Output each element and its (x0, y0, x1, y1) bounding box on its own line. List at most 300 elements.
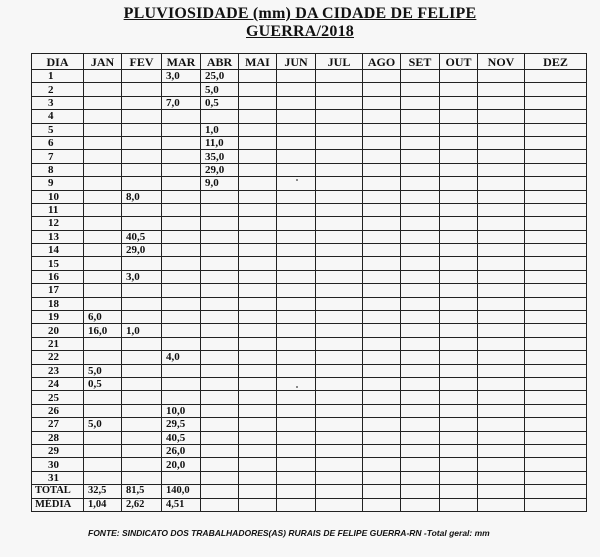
value-cell (440, 70, 478, 83)
value-cell (84, 444, 122, 457)
value-cell (122, 364, 162, 377)
table-row (32, 203, 587, 216)
value-cell (478, 150, 525, 163)
value-cell (525, 297, 587, 310)
table-row (32, 177, 587, 190)
value-cell: 8,0 (122, 190, 162, 203)
value-cell (277, 150, 316, 163)
value-cell (84, 391, 122, 404)
row-label-cell: 18 (32, 297, 84, 310)
value-cell (440, 136, 478, 149)
value-cell (525, 110, 587, 123)
value-cell (525, 444, 587, 457)
value-cell: 35,0 (201, 150, 239, 163)
value-cell (401, 217, 440, 230)
value-cell (401, 377, 440, 390)
value-cell (277, 203, 316, 216)
value-cell (316, 70, 363, 83)
value-cell (84, 244, 122, 257)
value-cell (84, 110, 122, 123)
value-cell (277, 217, 316, 230)
value-cell (478, 217, 525, 230)
value-cell (401, 244, 440, 257)
value-cell (401, 190, 440, 203)
value-cell (316, 471, 363, 484)
value-cell (440, 230, 478, 243)
row-label-cell: MÉDIA (32, 498, 84, 511)
value-cell (122, 297, 162, 310)
value-cell (525, 83, 587, 96)
value-cell (84, 203, 122, 216)
value-cell (478, 83, 525, 96)
table-row (32, 217, 587, 230)
value-cell (525, 418, 587, 431)
value-cell (122, 110, 162, 123)
value-cell (201, 404, 239, 417)
value-cell (525, 217, 587, 230)
value-cell (201, 337, 239, 350)
row-label-cell: 23 (32, 364, 84, 377)
value-cell (401, 136, 440, 149)
table-row (32, 458, 587, 471)
value-cell (525, 351, 587, 364)
value-cell (122, 123, 162, 136)
row-label-cell: 8 (32, 163, 84, 176)
value-cell: 25,0 (201, 70, 239, 83)
value-cell (122, 471, 162, 484)
table-header-row (32, 54, 587, 70)
value-cell (478, 311, 525, 324)
value-cell (363, 404, 401, 417)
value-cell (363, 123, 401, 136)
value-cell (440, 110, 478, 123)
value-cell (440, 458, 478, 471)
value-cell (316, 364, 363, 377)
value-cell (401, 324, 440, 337)
value-cell (162, 83, 201, 96)
value-cell (277, 270, 316, 283)
table-row (32, 431, 587, 444)
table-row (32, 284, 587, 297)
value-cell (201, 284, 239, 297)
column-header: DEZ (525, 54, 587, 70)
row-label-cell: 27 (32, 418, 84, 431)
value-cell: 4,51 (162, 498, 201, 511)
value-cell (401, 177, 440, 190)
value-cell (122, 404, 162, 417)
value-cell (363, 458, 401, 471)
value-cell (401, 485, 440, 498)
value-cell (478, 458, 525, 471)
value-cell (525, 270, 587, 283)
value-cell (440, 257, 478, 270)
table-row (32, 70, 587, 83)
value-cell (239, 70, 277, 83)
value-cell (84, 123, 122, 136)
value-cell (201, 110, 239, 123)
value-cell (84, 351, 122, 364)
value-cell (162, 284, 201, 297)
row-label-cell: 24 (32, 377, 84, 390)
value-cell (277, 110, 316, 123)
value-cell (239, 257, 277, 270)
table-body (32, 70, 587, 512)
value-cell (440, 431, 478, 444)
value-cell (525, 70, 587, 83)
table-row (32, 230, 587, 243)
value-cell (84, 297, 122, 310)
value-cell (401, 230, 440, 243)
value-cell (84, 284, 122, 297)
value-cell (440, 96, 478, 109)
value-cell (316, 123, 363, 136)
value-cell (239, 123, 277, 136)
value-cell (525, 123, 587, 136)
value-cell (277, 136, 316, 149)
value-cell (363, 297, 401, 310)
value-cell (363, 364, 401, 377)
table-row (32, 110, 587, 123)
row-label-cell: 14 (32, 244, 84, 257)
column-header: OUT (440, 54, 478, 70)
table-row (32, 136, 587, 149)
value-cell (478, 70, 525, 83)
value-cell: 3,0 (122, 270, 162, 283)
value-cell (525, 190, 587, 203)
row-label-cell: 21 (32, 337, 84, 350)
value-cell (122, 337, 162, 350)
value-cell (478, 364, 525, 377)
value-cell (525, 203, 587, 216)
value-cell (316, 284, 363, 297)
row-label-cell: 30 (32, 458, 84, 471)
value-cell: 40,5 (162, 431, 201, 444)
value-cell (478, 391, 525, 404)
value-cell (277, 96, 316, 109)
value-cell (525, 136, 587, 149)
value-cell (201, 324, 239, 337)
value-cell (277, 163, 316, 176)
value-cell (316, 337, 363, 350)
value-cell (277, 297, 316, 310)
row-label-cell: 16 (32, 270, 84, 283)
value-cell (363, 70, 401, 83)
value-cell (201, 444, 239, 457)
value-cell (478, 471, 525, 484)
value-cell (162, 324, 201, 337)
value-cell (478, 404, 525, 417)
value-cell (277, 418, 316, 431)
value-cell (84, 404, 122, 417)
value-cell (478, 418, 525, 431)
value-cell (478, 203, 525, 216)
value-cell (84, 270, 122, 283)
value-cell (478, 324, 525, 337)
value-cell (525, 391, 587, 404)
value-cell: 4,0 (162, 351, 201, 364)
value-cell (401, 70, 440, 83)
value-cell (201, 377, 239, 390)
table-row (32, 83, 587, 96)
value-cell (162, 163, 201, 176)
row-label-cell: 6 (32, 136, 84, 149)
value-cell (122, 136, 162, 149)
value-cell (478, 485, 525, 498)
value-cell (363, 444, 401, 457)
value-cell (162, 217, 201, 230)
summary-row (32, 485, 587, 498)
value-cell (239, 337, 277, 350)
value-cell (401, 96, 440, 109)
value-cell (239, 150, 277, 163)
value-cell (440, 498, 478, 511)
value-cell (401, 123, 440, 136)
table-row (32, 377, 587, 390)
value-cell (239, 190, 277, 203)
value-cell (363, 110, 401, 123)
value-cell (478, 257, 525, 270)
value-cell (277, 471, 316, 484)
table-row (32, 471, 587, 484)
value-cell (525, 150, 587, 163)
value-cell (440, 311, 478, 324)
value-cell (401, 270, 440, 283)
value-cell (440, 297, 478, 310)
value-cell (239, 458, 277, 471)
value-cell (363, 324, 401, 337)
value-cell (201, 471, 239, 484)
value-cell (525, 244, 587, 257)
value-cell (201, 498, 239, 511)
value-cell (401, 444, 440, 457)
value-cell: 1,04 (84, 498, 122, 511)
row-label-cell: 19 (32, 311, 84, 324)
value-cell (122, 177, 162, 190)
value-cell (401, 150, 440, 163)
value-cell (122, 96, 162, 109)
value-cell (478, 244, 525, 257)
column-header: MAI (239, 54, 277, 70)
value-cell (84, 337, 122, 350)
value-cell (363, 485, 401, 498)
value-cell (277, 404, 316, 417)
row-label-cell: 13 (32, 230, 84, 243)
value-cell (401, 257, 440, 270)
value-cell (162, 136, 201, 149)
value-cell: 40,5 (122, 230, 162, 243)
value-cell (239, 311, 277, 324)
value-cell (201, 297, 239, 310)
value-cell (478, 230, 525, 243)
value-cell (363, 391, 401, 404)
value-cell (525, 163, 587, 176)
table-row (32, 150, 587, 163)
value-cell (440, 177, 478, 190)
value-cell (401, 498, 440, 511)
row-label-cell: 15 (32, 257, 84, 270)
value-cell (162, 364, 201, 377)
value-cell (239, 163, 277, 176)
value-cell (277, 257, 316, 270)
value-cell (239, 217, 277, 230)
row-label-cell: 10 (32, 190, 84, 203)
value-cell (363, 377, 401, 390)
value-cell (401, 418, 440, 431)
value-cell (84, 150, 122, 163)
value-cell (478, 110, 525, 123)
column-header: JUN (277, 54, 316, 70)
value-cell (363, 311, 401, 324)
value-cell (122, 70, 162, 83)
value-cell: 11,0 (201, 136, 239, 149)
value-cell (316, 431, 363, 444)
value-cell (316, 311, 363, 324)
column-header: SET (401, 54, 440, 70)
value-cell (162, 391, 201, 404)
table-row (32, 324, 587, 337)
value-cell (201, 203, 239, 216)
column-header: DIA (32, 54, 84, 70)
scan-speck (296, 386, 298, 388)
value-cell (239, 418, 277, 431)
value-cell (239, 485, 277, 498)
value-cell (363, 136, 401, 149)
value-cell (440, 83, 478, 96)
value-cell (122, 391, 162, 404)
value-cell (440, 404, 478, 417)
value-cell (239, 471, 277, 484)
value-cell (525, 324, 587, 337)
column-header: MAR (162, 54, 201, 70)
value-cell (401, 83, 440, 96)
value-cell (239, 404, 277, 417)
table-row (32, 297, 587, 310)
value-cell: 16,0 (84, 324, 122, 337)
value-cell (401, 163, 440, 176)
row-label-cell: 9 (32, 177, 84, 190)
value-cell (239, 351, 277, 364)
value-cell (363, 150, 401, 163)
value-cell (201, 364, 239, 377)
row-label-cell: 5 (32, 123, 84, 136)
value-cell (478, 444, 525, 457)
value-cell (239, 110, 277, 123)
value-cell (316, 96, 363, 109)
value-cell (84, 96, 122, 109)
value-cell (525, 471, 587, 484)
value-cell (401, 311, 440, 324)
value-cell (316, 444, 363, 457)
value-cell (478, 190, 525, 203)
table-row (32, 418, 587, 431)
value-cell (239, 391, 277, 404)
value-cell (478, 284, 525, 297)
value-cell (239, 284, 277, 297)
value-cell (162, 337, 201, 350)
value-cell: 29,5 (162, 418, 201, 431)
value-cell (201, 431, 239, 444)
value-cell (162, 110, 201, 123)
value-cell (525, 230, 587, 243)
value-cell (277, 431, 316, 444)
row-label-cell: 28 (32, 431, 84, 444)
value-cell (122, 257, 162, 270)
value-cell: 5,0 (84, 364, 122, 377)
value-cell (440, 418, 478, 431)
value-cell (316, 458, 363, 471)
page-subtitle: GUERRA/2018 (246, 23, 354, 40)
value-cell (440, 485, 478, 498)
value-cell (440, 284, 478, 297)
value-cell (122, 284, 162, 297)
rainfall-table (31, 53, 587, 512)
value-cell (84, 163, 122, 176)
value-cell (277, 83, 316, 96)
value-cell (201, 351, 239, 364)
value-cell (162, 297, 201, 310)
value-cell (363, 230, 401, 243)
row-label-cell: 22 (32, 351, 84, 364)
value-cell (316, 404, 363, 417)
value-cell (440, 444, 478, 457)
value-cell (239, 364, 277, 377)
table-row (32, 163, 587, 176)
value-cell (363, 418, 401, 431)
value-cell: 0,5 (84, 377, 122, 390)
value-cell (401, 203, 440, 216)
value-cell: 10,0 (162, 404, 201, 417)
value-cell (239, 377, 277, 390)
value-cell (239, 96, 277, 109)
table-row (32, 337, 587, 350)
row-label-cell: 29 (32, 444, 84, 457)
value-cell (122, 418, 162, 431)
value-cell (162, 150, 201, 163)
value-cell (277, 324, 316, 337)
value-cell (363, 337, 401, 350)
value-cell (84, 217, 122, 230)
value-cell (363, 203, 401, 216)
value-cell (122, 203, 162, 216)
value-cell (525, 485, 587, 498)
value-cell (478, 270, 525, 283)
row-label-cell: 17 (32, 284, 84, 297)
value-cell (277, 284, 316, 297)
value-cell: 81,5 (122, 485, 162, 498)
page-title: PLUVIOSIDADE (mm) DA CIDADE DE FELIPE (123, 5, 477, 22)
value-cell (525, 96, 587, 109)
value-cell (440, 391, 478, 404)
value-cell (277, 498, 316, 511)
value-cell (84, 431, 122, 444)
row-label-cell: 1 (32, 70, 84, 83)
value-cell (316, 485, 363, 498)
value-cell (122, 311, 162, 324)
value-cell (201, 311, 239, 324)
value-cell (440, 471, 478, 484)
value-cell (316, 391, 363, 404)
value-cell (239, 324, 277, 337)
value-cell (363, 351, 401, 364)
row-label-cell: 20 (32, 324, 84, 337)
value-cell (277, 244, 316, 257)
value-cell: 1,0 (122, 324, 162, 337)
value-cell (525, 364, 587, 377)
value-cell (316, 418, 363, 431)
value-cell (401, 391, 440, 404)
value-cell (316, 110, 363, 123)
value-cell (277, 444, 316, 457)
